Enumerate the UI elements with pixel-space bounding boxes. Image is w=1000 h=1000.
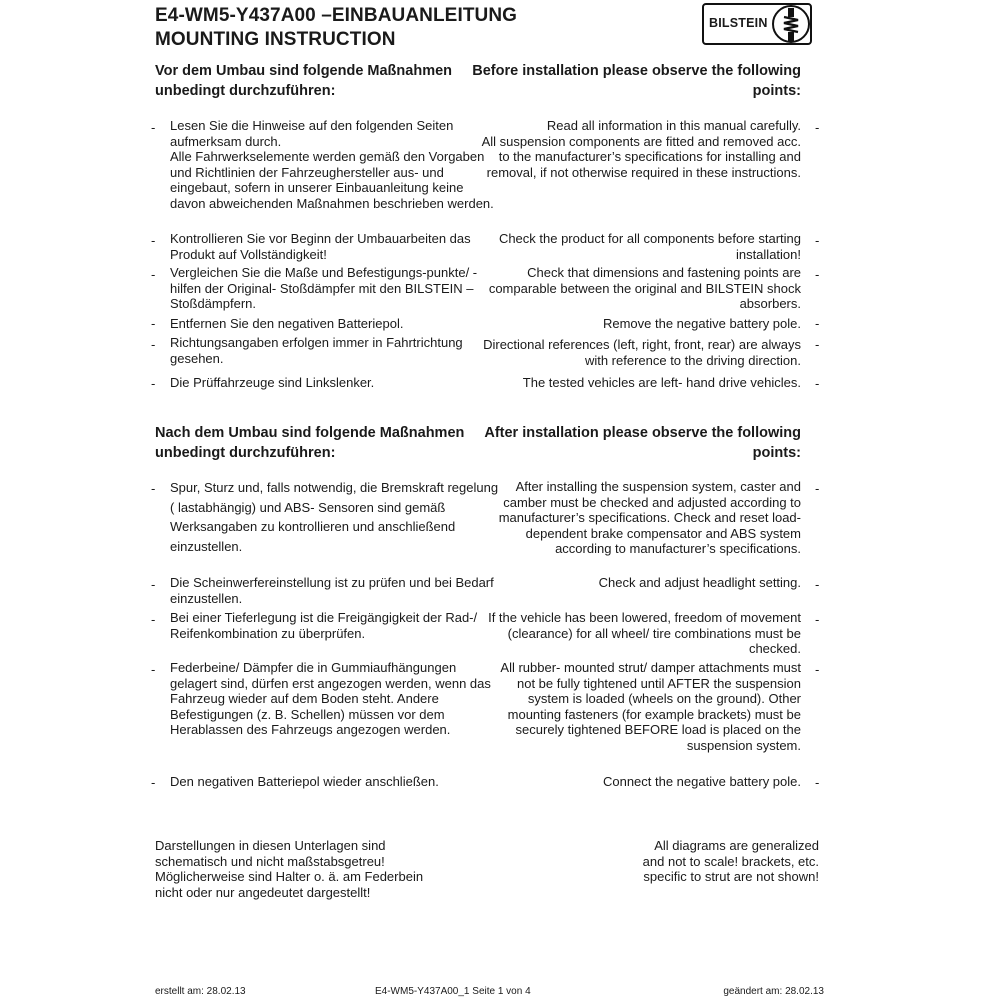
bullet-dash: - xyxy=(815,775,820,790)
after-item-en-4: All rubber- mounted strut/ damper attachments must not be fully tightened until AFTER the suspension system is loaded (wheels on the ground). Other mounting fasteners (for example brackets) must be securely tightened BEFORE load is placed on the suspension system. xyxy=(500,660,801,753)
bullet-dash: - xyxy=(151,612,156,627)
before-item-en-4: Remove the negative battery pole. xyxy=(602,316,801,331)
bullet-dash: - xyxy=(815,577,820,592)
before-item-en-5: Directional references (left, right, front, rear) are always with reference to the driving direction. xyxy=(483,337,801,368)
bullet-dash: - xyxy=(815,233,820,248)
bullet-dash: - xyxy=(815,376,820,391)
diagram-note-en: All diagrams are generalized and not to scale! brackets, etc. specific to strut are not shown! xyxy=(642,838,819,885)
bullet-dash: - xyxy=(151,775,156,790)
logo-wordmark: BILSTEIN xyxy=(709,16,768,30)
before-item-de-3: Vergleichen Sie die Maße und Befestigungs-punkte/ -hilfen der Original- Stoßdämpfer mit den BILSTEIN – Stoßdämpfern. xyxy=(170,265,478,312)
after-item-de-1: Spur, Sturz und, falls notwendig, die Bremskraft regelung ( lastabhängig) und ABS- Sensoren sind gemäß Werksangaben zu kontrollieren und anschließend einzustellen. xyxy=(170,480,499,554)
after-heading-de: Nach dem Umbau sind folgende Maßnahmen unbedingt durchzuführen: xyxy=(155,425,465,461)
bullet-dash: - xyxy=(815,481,820,496)
after-item-de-5: Den negativen Batteriepol wieder anschließen. xyxy=(170,774,439,789)
bullet-dash: - xyxy=(151,481,156,496)
bullet-dash: - xyxy=(815,120,820,135)
after-item-en-3: If the vehicle has been lowered, freedom of movement (clearance) for all wheel/ tire combinations must be checked. xyxy=(488,610,801,657)
before-item-de-2: Kontrollieren Sie vor Beginn der Umbauarbeiten das Produkt auf Vollständigkeit! xyxy=(170,231,471,262)
bullet-dash: - xyxy=(151,662,156,677)
before-item-en-1: Read all information in this manual carefully. All suspension components are fitted and removed acc. to the manufacturer’s specifications for installing and removal, if not otherwise required in these instructions. xyxy=(481,118,801,180)
after-item-en-1: After installing the suspension system, caster and camber must be checked and adjusted according to manufacturer’s specifications. Check and reset load- dependent brake compensator and ABS system according to manufacturer’s specifications. xyxy=(498,479,801,557)
footer-changed-date: geändert am: 28.02.13 xyxy=(723,986,824,997)
bilstein-logo xyxy=(702,3,812,45)
bullet-dash: - xyxy=(815,612,820,627)
before-heading-en: Before installation please observe the following points: xyxy=(472,63,801,99)
before-item-de-1: Lesen Sie die Hinweise auf den folgenden Seiten aufmerksam durch. Alle Fahrwerkselemente werden gemäß den Vorgaben und Richtlinien der Fahrzeughersteller aus- und eingebaut, sofern in unserer Einbauanleitung keine davon abweichenden Maßnahmen beschrieben werden. xyxy=(170,118,494,211)
bullet-dash: - xyxy=(151,120,156,135)
before-item-en-6: The tested vehicles are left- hand drive vehicles. xyxy=(522,375,801,390)
bullet-dash: - xyxy=(815,337,820,352)
bullet-dash: - xyxy=(151,316,156,331)
bullet-dash: - xyxy=(151,376,156,391)
before-item-en-3: Check that dimensions and fastening points are comparable between the original and BILSTEIN shock absorbers. xyxy=(488,265,801,312)
before-item-en-2: Check the product for all components before starting installation! xyxy=(498,231,801,262)
bullet-dash: - xyxy=(815,662,820,677)
before-item-de-4: Entfernen Sie den negativen Batteriepol. xyxy=(170,316,404,331)
document-title xyxy=(155,4,517,52)
after-heading-en: After installation please observe the following points: xyxy=(484,425,801,461)
bullet-dash: - xyxy=(151,337,156,352)
title-line-1: E4-WM5-Y437A00 –EINBAUANLEITUNG xyxy=(155,5,518,26)
footer-created-date: erstellt am: 28.02.13 xyxy=(155,986,246,997)
after-item-de-3: Bei einer Tieferlegung ist die Freigängigkeit der Rad-/ Reifenkombination zu überprüfen. xyxy=(170,610,478,641)
after-item-en-2: Check and adjust headlight setting. xyxy=(598,575,801,590)
bullet-dash: - xyxy=(815,316,820,331)
bullet-dash: - xyxy=(151,267,156,282)
shock-absorber-icon xyxy=(764,5,810,43)
before-item-de-5: Richtungsangaben erfolgen immer in Fahrtrichtung gesehen. xyxy=(170,335,463,366)
diagram-note-de: Darstellungen in diesen Unterlagen sind schematisch und nicht maßstabsgetreu! Möglicherweise sind Halter o. ä. am Federbein nicht oder nur angedeutet dargestellt! xyxy=(155,838,424,900)
after-item-de-4: Federbeine/ Dämpfer die in Gummiaufhängungen gelagert sind, dürfen erst angezogen werden, wenn das Fahrzeug wieder auf dem Boden steht. Andere Befestigungen (z. B. Schellen) müssen vor dem Herablassen des Fahrzeugs angezogen werden. xyxy=(170,660,491,738)
before-item-de-6: Die Prüffahrzeuge sind Linkslenker. xyxy=(170,375,375,390)
bullet-dash: - xyxy=(151,233,156,248)
footer-page-number: E4-WM5-Y437A00_1 Seite 1 von 4 xyxy=(375,986,531,997)
before-heading-de: Vor dem Umbau sind folgende Maßnahmen unbedingt durchzuführen: xyxy=(155,63,453,99)
after-item-de-2: Die Scheinwerfereinstellung ist zu prüfen und bei Bedarf einzustellen. xyxy=(170,575,494,606)
bullet-dash: - xyxy=(815,267,820,282)
after-item-en-5: Connect the negative battery pole. xyxy=(602,774,801,789)
title-line-2: MOUNTING INSTRUCTION xyxy=(155,29,396,50)
bullet-dash: - xyxy=(151,577,156,592)
